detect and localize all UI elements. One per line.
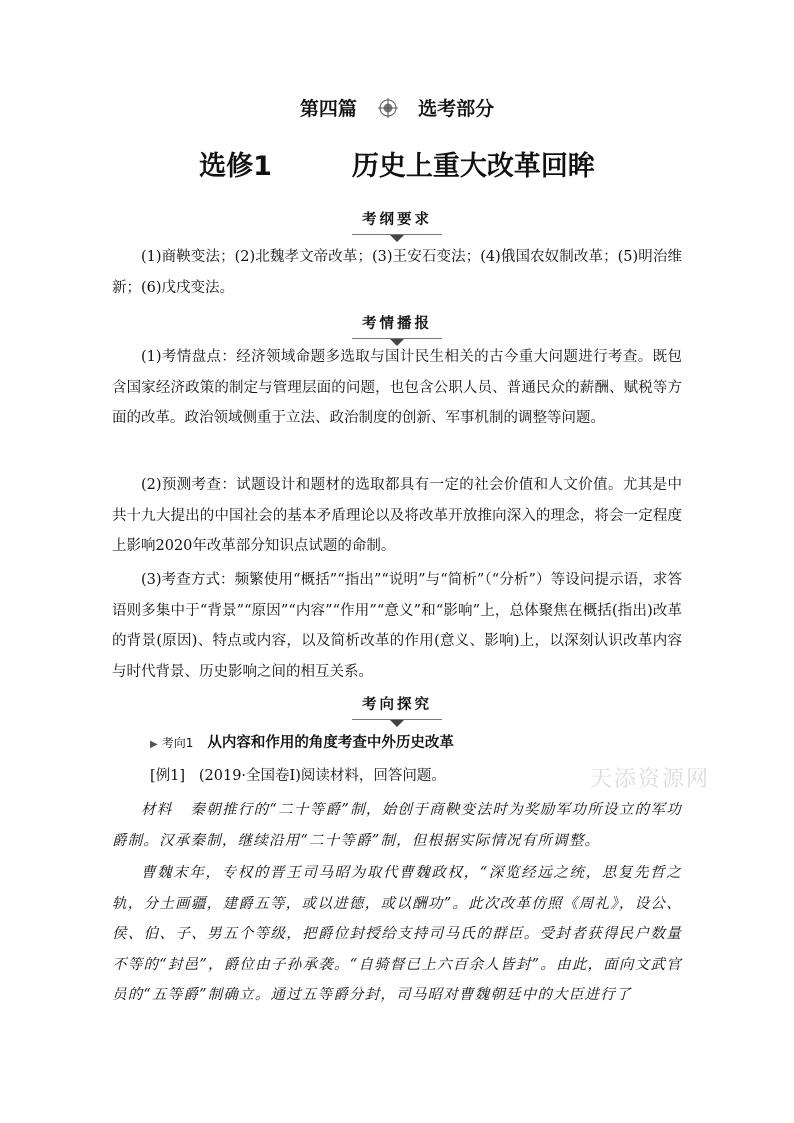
section-heading-exam-report: 考情播报 — [0, 312, 794, 346]
exam-report-p3: (3)考查方式：频繁使用“概括”“指出”“说明”与“简析”（“分析”）等设问提示语，求答语则多集中于“背景”“原因”“内容”“作用”“意义”和“影响”上，总体聚焦在概括(指出)改革的背景(原因)、特点或内容，以及简析改革的作用(意义、影响)上，以深刻认识改革内容与时代背景、历史影响之间的相互关系。 — [112, 572, 682, 680]
material-label: 材料 — [141, 802, 173, 818]
triangle-down-icon — [390, 720, 404, 727]
topic-title: 从内容和作用的角度考查中外历史改革 — [207, 735, 454, 751]
compass-ornament-icon — [378, 98, 398, 118]
section-heading-syllabus: 考纲要求 — [0, 208, 794, 242]
exam-report-p1: (1)考情盘点：经济领域命题多选取与国计民生相关的古今重大问题进行考查。既包含国家经济政策的制定与管理层面的问题，也包含公职人员、普通民众的薪酬、赋税等方面的改革。政治领域侧重于立法、政治制度的创新、军事机制的调整等问题。 — [112, 349, 682, 426]
topic-heading — [150, 731, 454, 752]
example-source: (2019·全国卷Ⅰ)阅读材料，回答问题。 — [198, 768, 446, 784]
topic-tag: 考向1 — [161, 736, 194, 750]
triangle-down-icon — [390, 235, 404, 242]
material-paragraph-2: 曹魏末年，专权的晋王司马昭为取代曹魏政权，“深览经远之统，思复先哲之轨，分土画疆，建爵五等，或以进德，或以酬功”。此次改革仿照《周礼》，设公、侯、伯、子、男五个等级，把爵位封授给支持司马氏的群臣。受封者获得民户数量不等的“封邑”，爵位由子孙承袭。“自骑督已上六百余人皆封”。由此，面向文武官员的“五等爵”制确立。通过五等爵分封，司马昭对曹魏朝廷中的大臣进行了 — [112, 865, 682, 1003]
module-title — [0, 144, 794, 183]
part-subtitle: 选考部分 — [418, 98, 495, 120]
module-number: 选修1 — [199, 151, 272, 182]
part-title — [0, 94, 794, 121]
part-label: 第四篇 — [299, 98, 357, 120]
example-heading — [150, 764, 446, 785]
section-heading-exploration: 考向探究 — [0, 693, 794, 727]
syllabus-text: (1)商鞅变法；(2)北魏孝文帝改革；(3)王安石变法；(4)俄国农奴制改革；(5)明治维新；(6)戊戌变法。 — [112, 249, 682, 296]
watermark: 天添资源网 — [590, 766, 711, 791]
example-label: [例1] — [150, 768, 186, 784]
exam-report-p2: (2)预测考查：试题设计和题材的选取都具有一定的社会价值和人文价值。尤其是中共十九大提出的中国社会的基本矛盾理论以及将改革开放推向深入的理念，将会一定程度上影响2020年改革部分知识点试题的命制。 — [112, 477, 682, 554]
triangle-right-icon: ▶ — [150, 739, 158, 750]
material-paragraph-1: 材料 秦朝推行的“二十等爵”制，始创于商鞅变法时为奖励军功所设立的军功爵制。汉承秦制，继续沿用“二十等爵”制，但根据实际情况有所调整。 — [112, 802, 682, 849]
module-name: 历史上重大改革回眸 — [351, 151, 595, 182]
